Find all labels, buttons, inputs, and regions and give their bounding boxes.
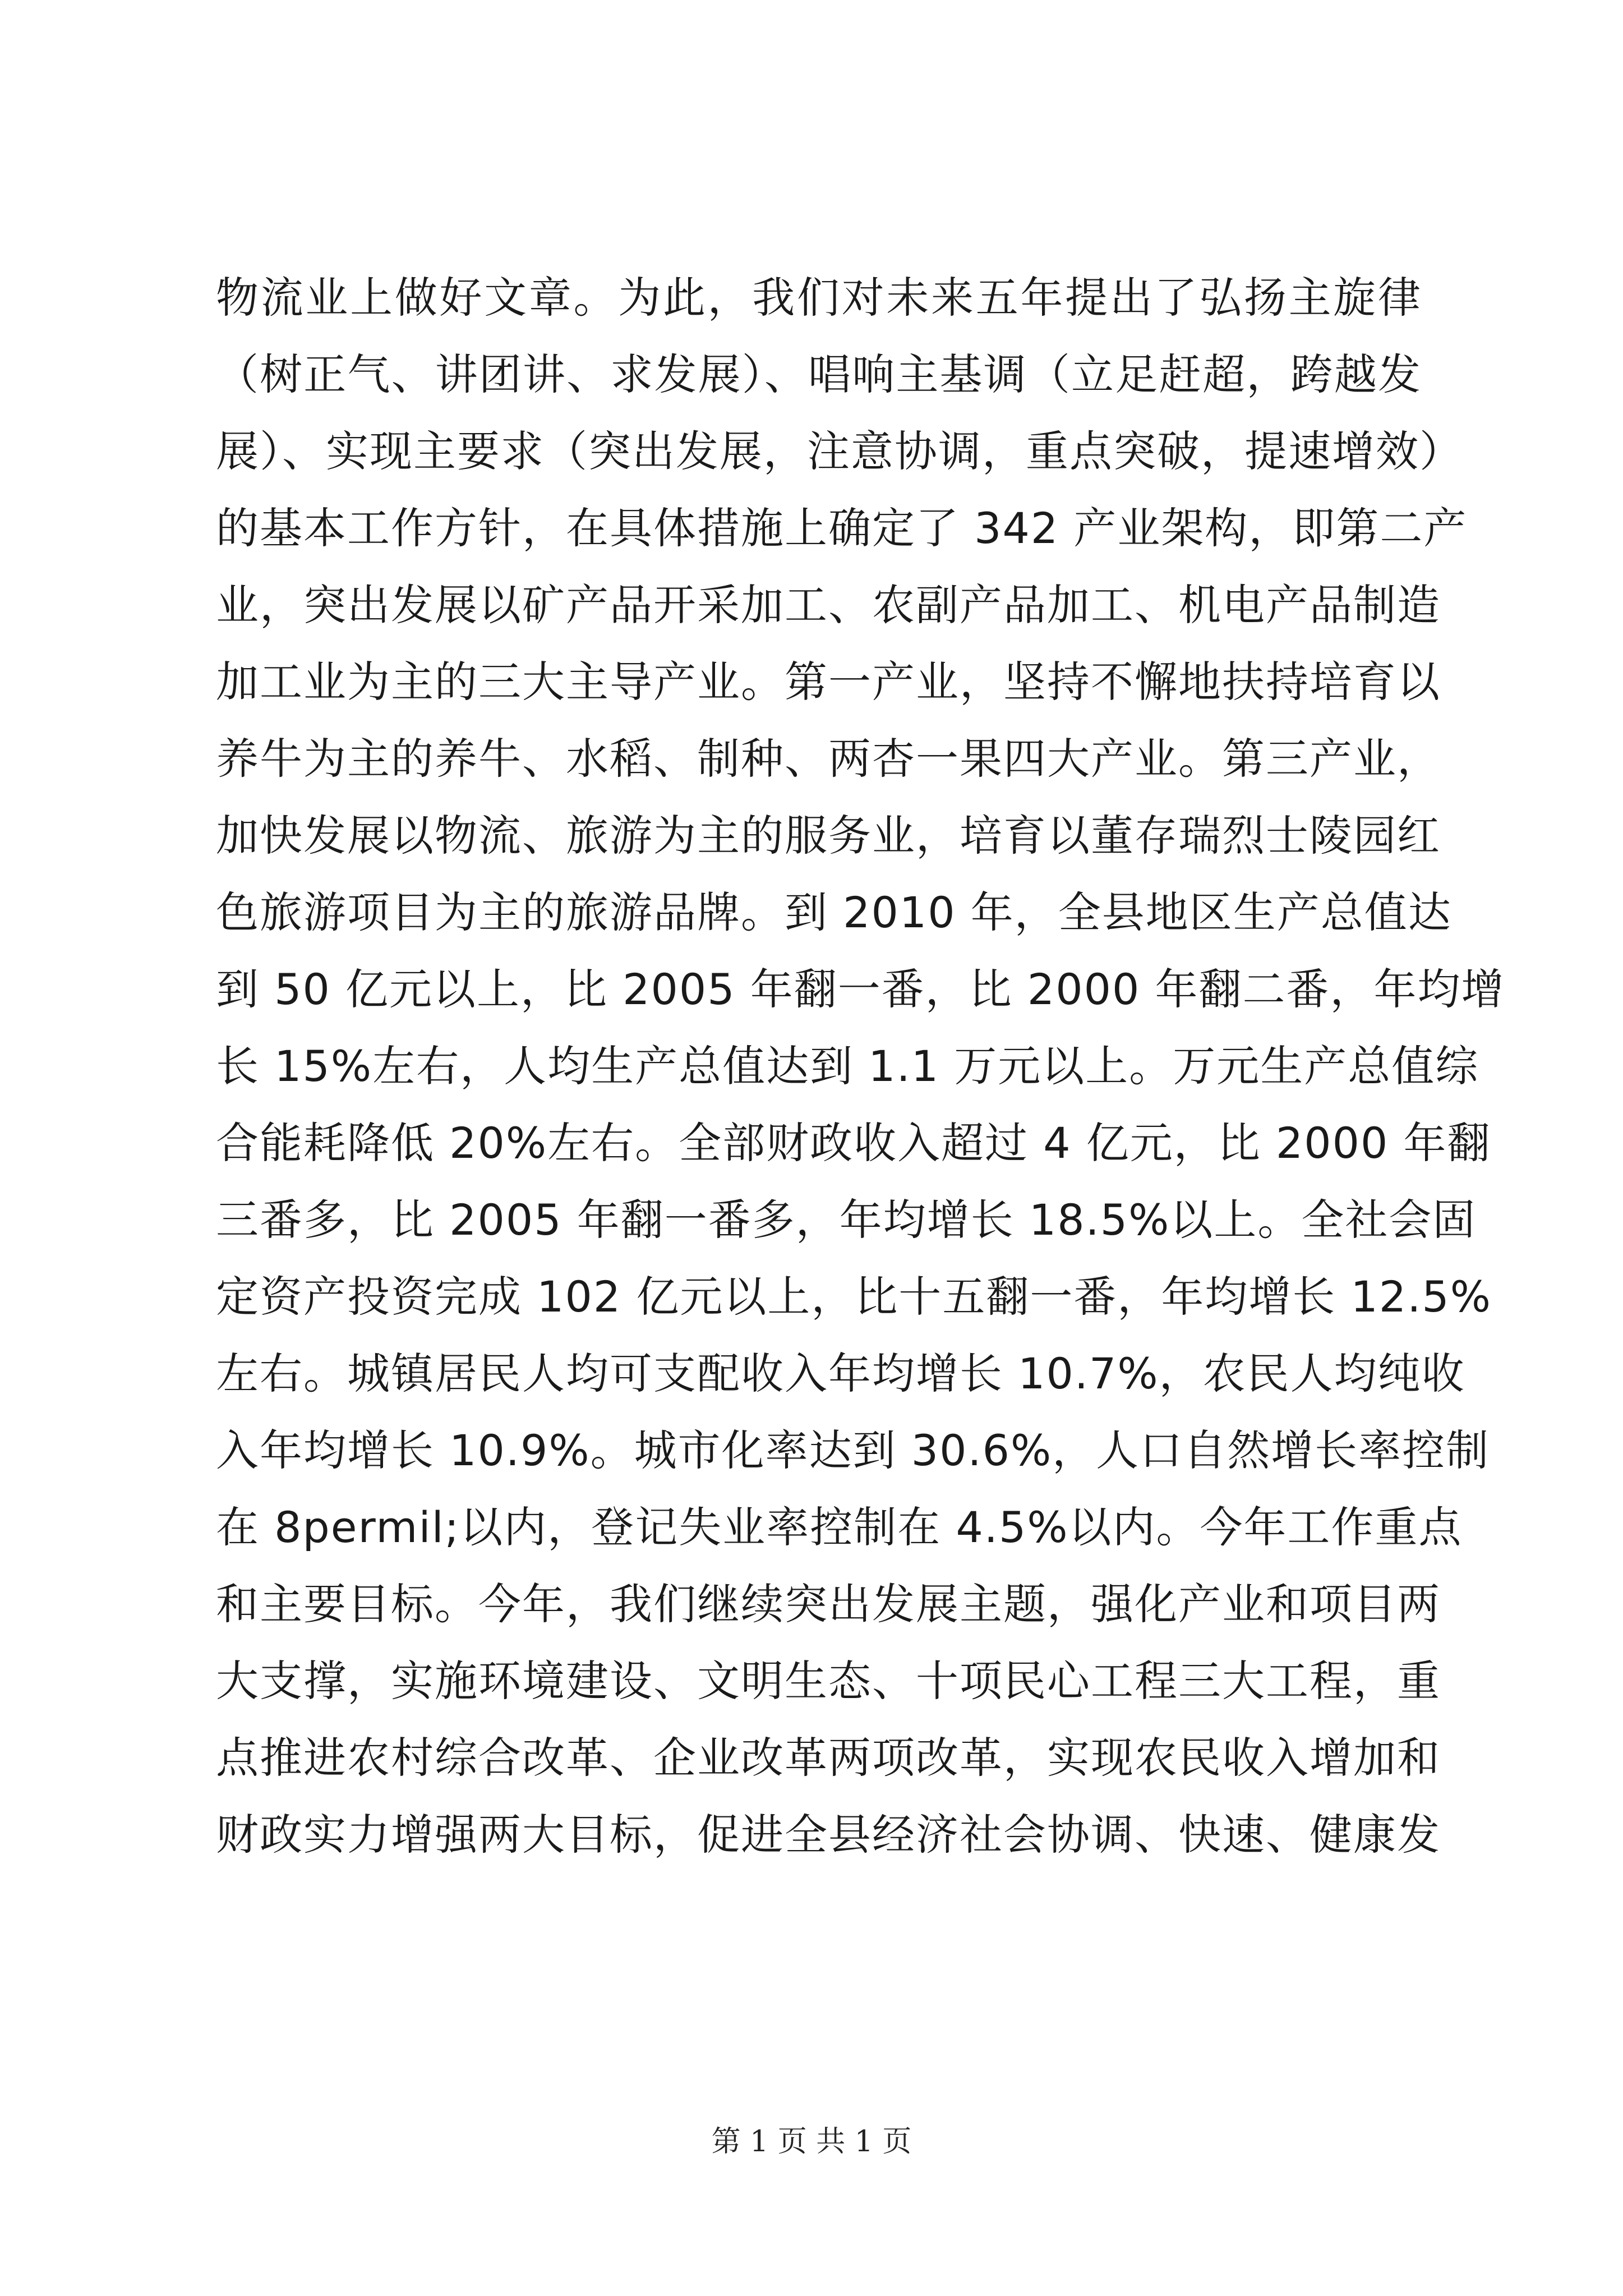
text-line: 左右。城镇居民人均可支配收入年均增长 10.7%，农民人均纯收 (216, 1349, 1465, 1398)
text-line: 合能耗降低 20%左右。全部财政收入超过 4 亿元，比 2000 年翻 (216, 1118, 1491, 1168)
text-line: 加工业为主的三大主导产业。第一产业，坚持不懈地扶持培育以 (216, 657, 1441, 707)
text-line: 大支撑，实施环境建设、文明生态、十项民心工程三大工程，重 (216, 1656, 1441, 1706)
text-line: 财政实力增强两大目标，促进全县经济社会协调、快速、健康发 (216, 1810, 1441, 1860)
text-line: （树正气、讲团讲、求发展）、唱响主基调（立足赶超，跨越发 (216, 349, 1422, 399)
text-line: 和主要目标。今年，我们继续突出发展主题，强化产业和项目两 (216, 1579, 1441, 1629)
page-footer (0, 2118, 1623, 2160)
text-line: 加快发展以物流、旅游为主的服务业，培育以董存瑞烈士陵园红 (216, 811, 1441, 861)
body-text (216, 259, 1505, 1873)
text-line: 业，突出发展以矿产品开采加工、农副产品加工、机电产品制造 (216, 580, 1441, 630)
text-line: 长 15%左右，人均生产总值达到 1.1 万元以上。万元生产总值综 (216, 1041, 1479, 1091)
text-line: 在 8permil;以内，登记失业率控制在 4.5%以内。今年工作重点 (216, 1502, 1463, 1552)
text-line: 入年均增长 10.9%。城市化率达到 30.6%，人口自然增长率控制 (216, 1425, 1490, 1475)
text-line: 色旅游项目为主的旅游品牌。到 2010 年，全县地区生产总值达 (216, 887, 1452, 937)
text-line: 的基本工作方针，在具体措施上确定了 342 产业架构，即第二产 (216, 503, 1468, 553)
text-line: 展）、实现主要求（突出发展，注意协调，重点突破，提速增效） (216, 426, 1463, 476)
text-line: 三番多，比 2005 年翻一番多，年均增长 18.5%以上。全社会固 (216, 1195, 1477, 1245)
text-line: 到 50 亿元以上，比 2005 年翻一番，比 2000 年翻二番，年均增 (216, 964, 1505, 1014)
text-line: 养牛为主的养牛、水稻、制种、两杏一果四大产业。第三产业， (216, 734, 1441, 784)
text-line: 点推进农村综合改革、企业改革两项改革，实现农民收入增加和 (216, 1733, 1441, 1783)
text-line: 物流业上做好文章。为此，我们对未来五年提出了弘扬主旋律 (216, 273, 1422, 323)
text-line: 定资产投资完成 102 亿元以上，比十五翻一番，年均增长 12.5% (216, 1272, 1492, 1322)
page-number-label: 第 1 页 共 1 页 (711, 2125, 912, 2159)
